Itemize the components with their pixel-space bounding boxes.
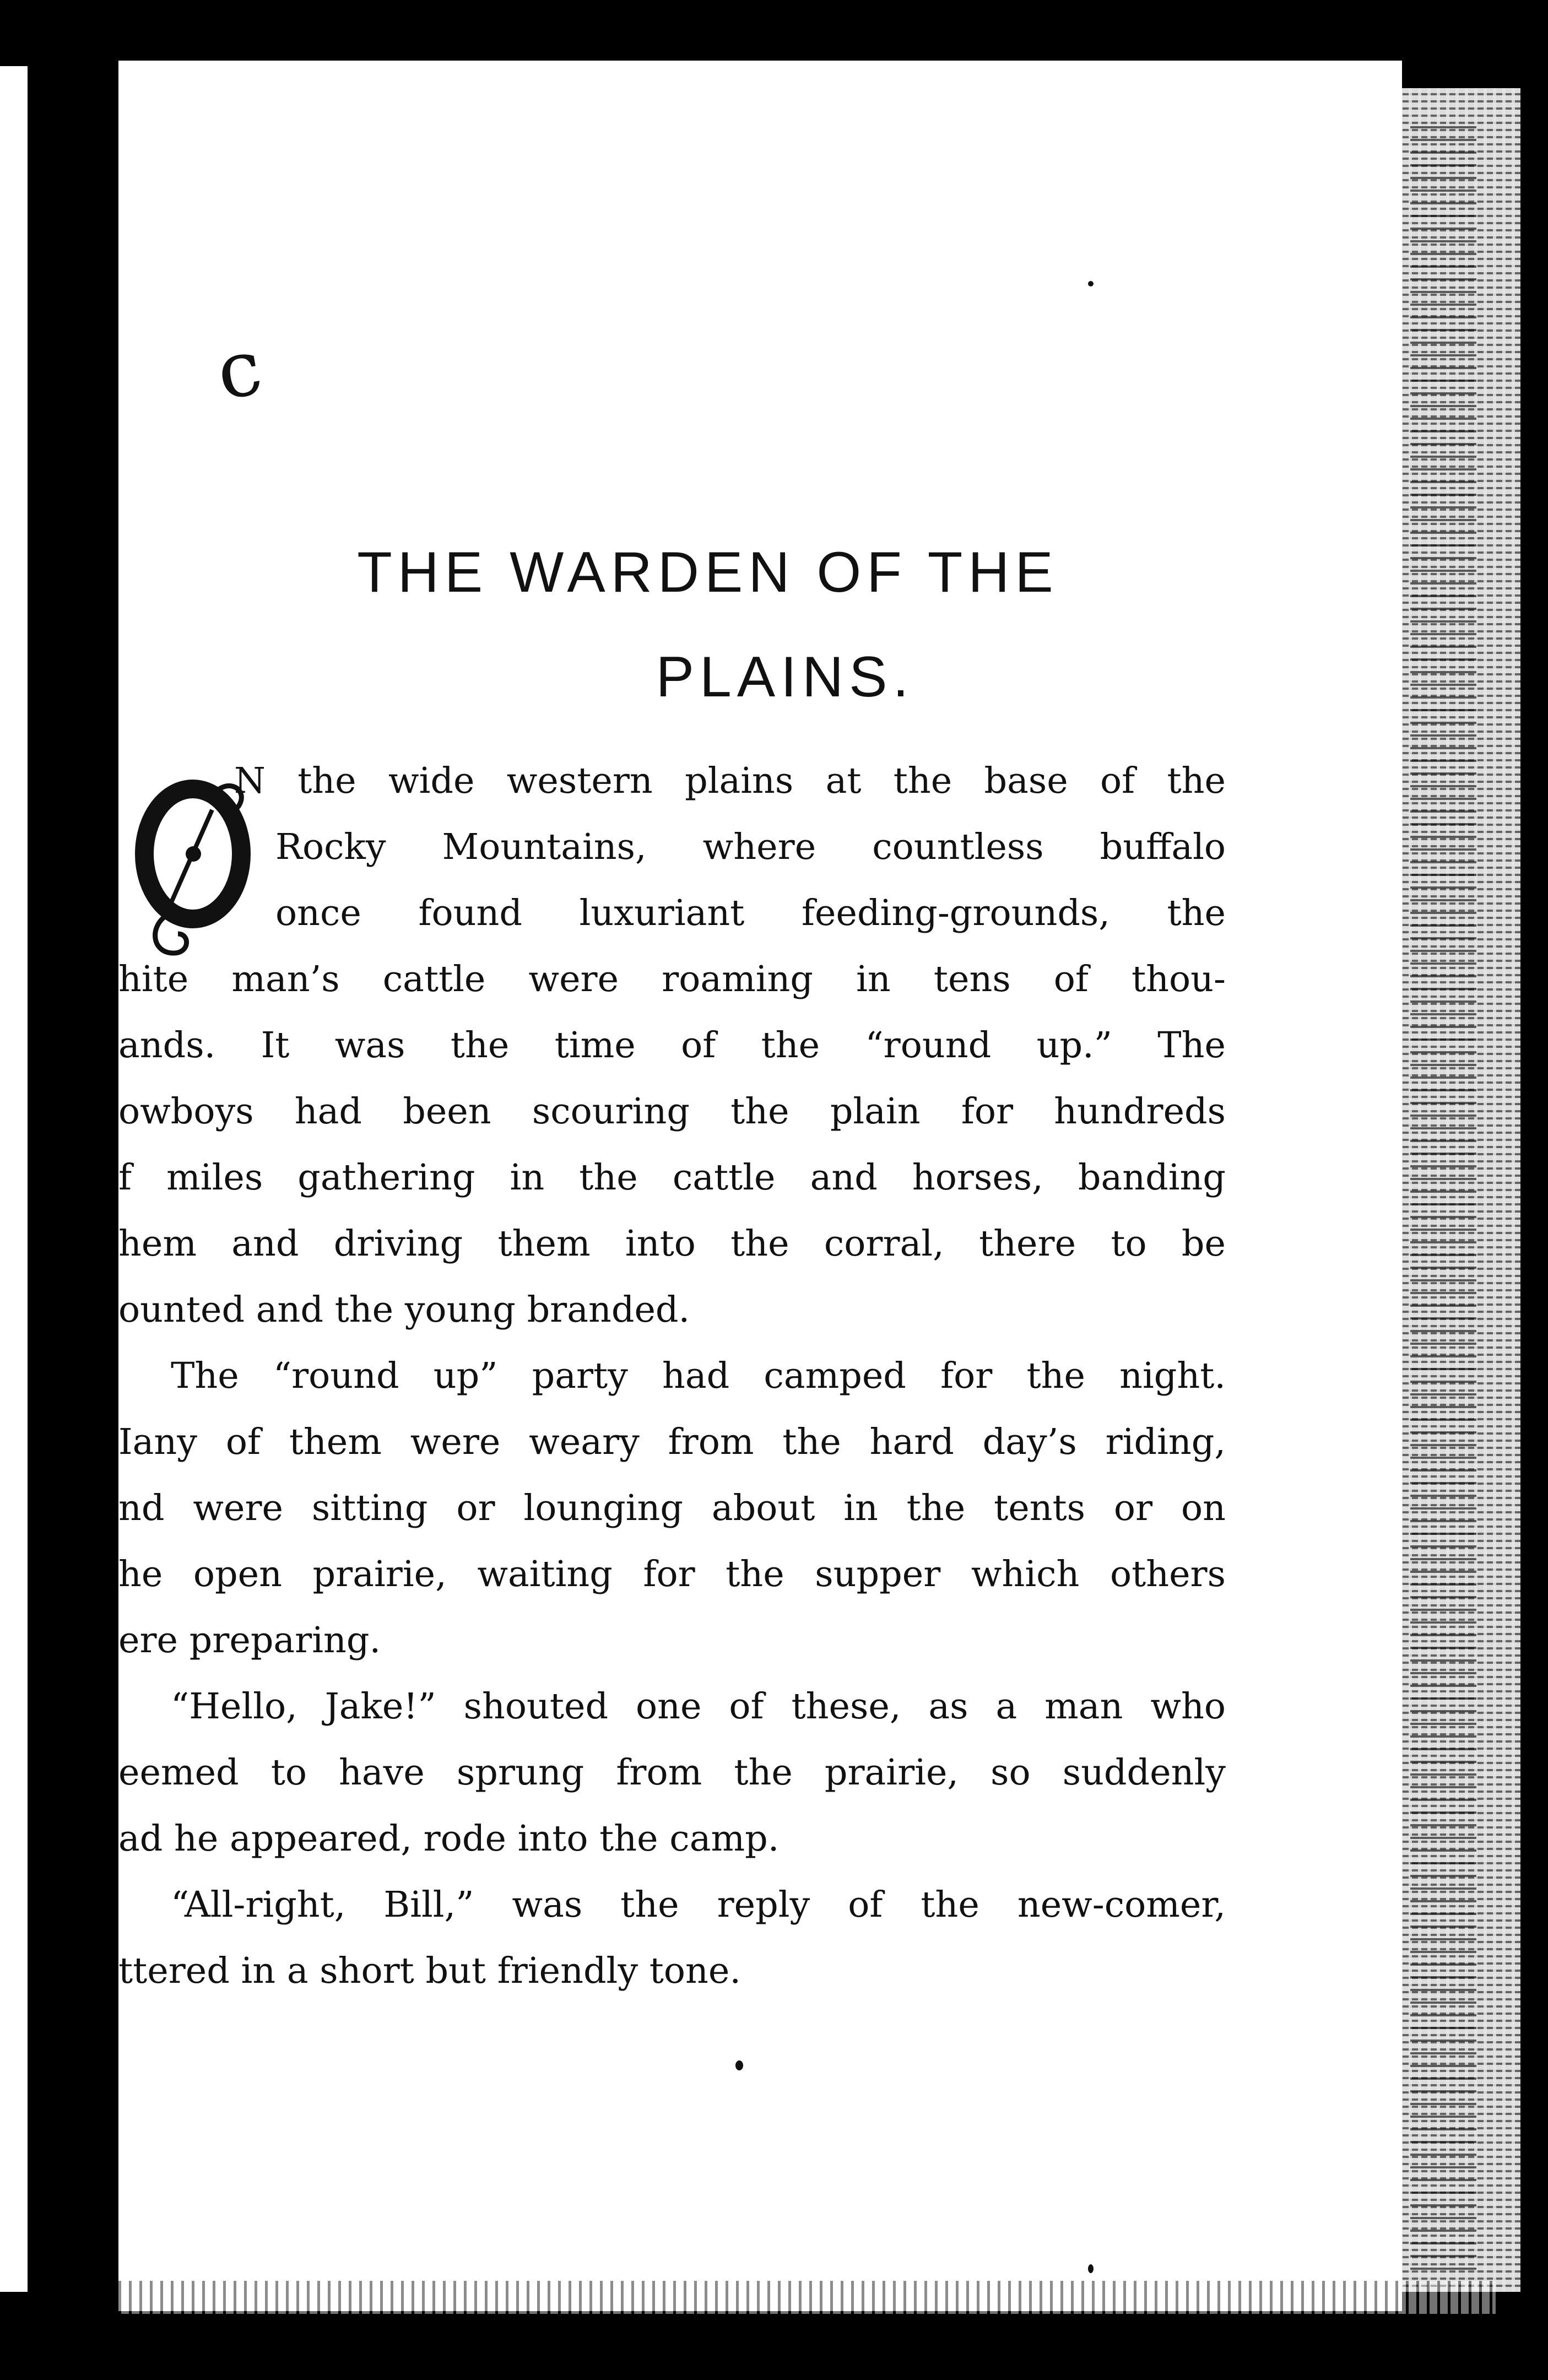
text-line: eemed to have sprung from the prairie, so suddenly (118, 1752, 1226, 1793)
ink-speck (1088, 281, 1094, 286)
text-line: hem and driving them into the corral, there to be (118, 1223, 1226, 1264)
ink-speck (735, 2060, 743, 2070)
chapter-title-line-1: THE WARDEN OF THE (357, 540, 1059, 604)
text-line: nd were sitting or lounging about in the tents or on (118, 1488, 1226, 1529)
text-line: N the wide western plains at the base of the (234, 760, 1226, 802)
text-line: The “round up” party had camped for the night. (171, 1355, 1226, 1397)
text-line: f miles gathering in the cattle and horses, banding (118, 1157, 1226, 1198)
text-line: Iany of them were weary from the hard day’s riding, (118, 1421, 1226, 1463)
text-line: he open prairie, waiting for the supper which others (118, 1554, 1226, 1595)
text-line: hite man’s cattle were roaming in tens of thou- (118, 959, 1226, 1000)
text-line: ounted and the young branded. (118, 1289, 690, 1330)
ink-speck (1088, 2264, 1094, 2273)
text-line: “All-right, Bill,” was the reply of the new-comer, (171, 1884, 1226, 1925)
pencil-mark: c (210, 322, 268, 418)
text-line: once found luxuriant feeding-grounds, the (275, 892, 1226, 934)
scan-left-edge (0, 66, 28, 2292)
text-line: ad he appeared, rode into the camp. (118, 1818, 780, 1859)
page-worn-bottom-edge (118, 2281, 1496, 2314)
text-line: ttered in a short but friendly tone. (118, 1950, 741, 1992)
text-line: ere preparing. (118, 1620, 381, 1661)
text-line: Rocky Mountains, where countless buffalo (275, 826, 1226, 868)
text-line: owboys had been scouring the plain for hundreds (118, 1091, 1226, 1132)
text-line: “Hello, Jake!” shouted one of these, as a man who (171, 1686, 1226, 1727)
text-line: ands. It was the time of the “round up.” The (118, 1025, 1226, 1066)
chapter-title-line-2: PLAINS. (656, 645, 914, 709)
book-page (118, 61, 1402, 2311)
page-worn-right-edge-texture (1410, 121, 1476, 2270)
